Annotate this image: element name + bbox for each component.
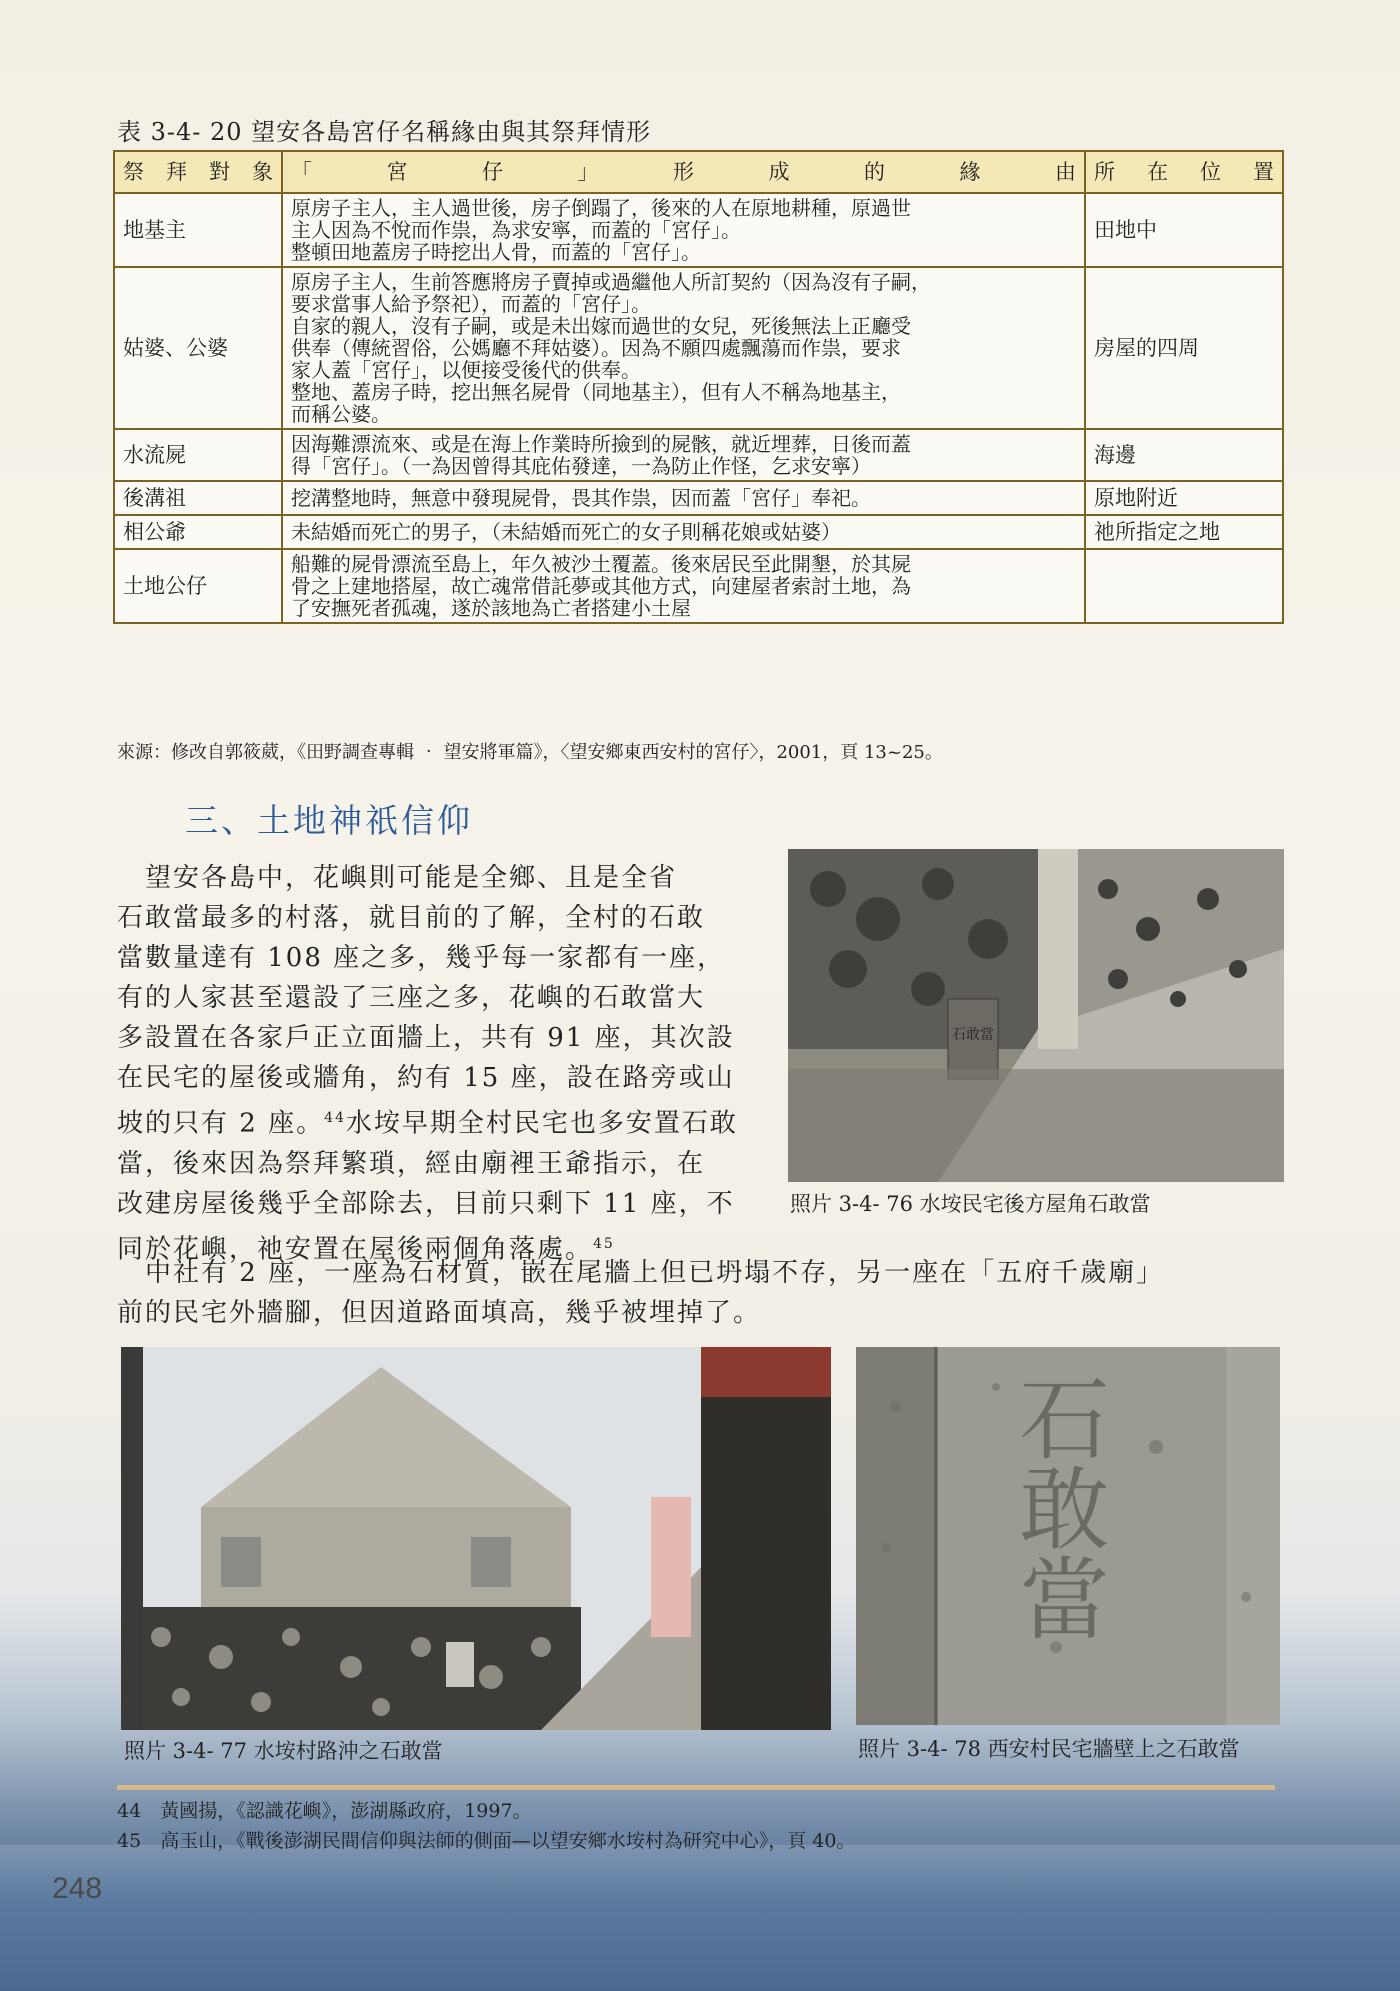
- page-number: 248: [52, 1872, 103, 1905]
- table-source: 來源：修改自郭筱葳，《田野調查專輯 ‧ 望安將軍篇》，〈望安鄉東西安村的宮仔〉，2001，頁 13~25。: [117, 742, 943, 763]
- footnote-divider: [117, 1785, 1275, 1790]
- row-location: 田地中: [1085, 193, 1283, 267]
- row-reason: 原房子主人，生前答應將房子賣掉或過繼他人所訂契約（因為沒有子嗣， 要求當事人給予祭祀），而蓋的「宮仔」。 自家的親人，沒有子嗣，或是未出嫁而過世的女兒，死後無法上正廳受 供奉（傳統習俗，公媽廳不拜姑婆）。因為不願四處飄蕩而作祟，要求 家人蓋「宮仔」，以便接受後代的供奉。 整地、蓋房子時，挖出無名屍骨（同地基主），但有人不稱為地基主， 而稱公婆。: [282, 267, 1085, 429]
- footnote-44: 44 黃國揚，《認識花嶼》，澎湖縣政府，1997。: [117, 1800, 532, 1822]
- row-reason: 未結婚而死亡的男子，（未結婚而死亡的女子則稱花娘或姑婆）: [282, 515, 1085, 549]
- footnote-45: 45 高玉山，《戰後澎湖民間信仰與法師的側面—以望安鄉水垵村為研究中心》，頁 40。: [117, 1830, 856, 1852]
- header-location: 所 在 位 置: [1085, 151, 1283, 193]
- row-target: 姑婆、公婆: [114, 267, 282, 429]
- row-location: 原地附近: [1085, 481, 1283, 515]
- table-row: [114, 515, 1283, 549]
- table-header-row: [114, 151, 1283, 193]
- row-location: 海邊: [1085, 429, 1283, 481]
- table-row: [114, 267, 1283, 429]
- row-target: 相公爺: [114, 515, 282, 549]
- footnote-ref-45[interactable]: 45: [593, 1235, 615, 1252]
- section-title: 三、土地神祇信仰: [185, 801, 473, 840]
- row-reason: 因海難漂流來、或是在海上作業時所撿到的屍骸，就近埋葬，日後而蓋 得「宮仔」。（一為因曾得其庇佑發達，一為防止作怪，乞求安寧）: [282, 429, 1085, 481]
- row-reason: 船難的屍骨漂流至島上，年久被沙土覆蓋。後來居民至此開墾，於其屍 骨之上建地搭屋，故亡魂常借託夢或其他方式，向建屋者索討土地，為 了安撫死者孤魂，遂於該地為亡者搭建小土屋: [282, 549, 1085, 623]
- row-target: 後溝祖: [114, 481, 282, 515]
- sea-background: [0, 1845, 1400, 1991]
- row-reason: 挖溝整地時，無意中發現屍骨，畏其作祟，因而蓋「宮仔」奉祀。: [282, 481, 1085, 515]
- row-target: 地基主: [114, 193, 282, 267]
- photo-3-4-76: [788, 849, 1284, 1182]
- photo-3-4-77: [121, 1347, 831, 1730]
- photo-76-caption: 照片 3-4- 76 水垵民宅後方屋角石敢當: [790, 1192, 1151, 1216]
- row-reason: 原房子主人，主人過世後，房子倒蹋了，後來的人在原地耕種，原過世 主人因為不悅而作祟，為求安寧，而蓋的「宮仔」。 整頓田地蓋房子時挖出人骨，而蓋的「宮仔」。: [282, 193, 1085, 267]
- shrine-table: [113, 150, 1284, 624]
- row-location: [1085, 549, 1283, 623]
- table-row: [114, 193, 1283, 267]
- footnote-ref-44[interactable]: 44: [324, 1110, 346, 1126]
- carved-inscription: 石敢當: [1003, 1372, 1109, 1642]
- table-caption: 表 3-4- 20 望安各島宮仔名稱緣由與其祭拜情形: [117, 118, 652, 146]
- body-paragraph-2: 中社有 2 座，一座為石材質，嵌在尾牆上但已坍塌不存，另一座在「五府千歲廟」 前的民宅外牆腳，但因道路面填高，幾乎被埋掉了。: [117, 1258, 1165, 1328]
- photo-3-4-78: [856, 1347, 1280, 1725]
- table-row: [114, 429, 1283, 481]
- photo-78-caption: 照片 3-4- 78 西安村民宅牆壁上之石敢當: [858, 1737, 1240, 1761]
- table-row: [114, 549, 1283, 623]
- table-row: [114, 481, 1283, 515]
- header-target: 祭 拜 對 象: [114, 151, 282, 193]
- row-location: 房屋的四周: [1085, 267, 1283, 429]
- stone-tablet-text: 石敢當: [952, 1027, 994, 1043]
- row-target: 水流屍: [114, 429, 282, 481]
- row-target: 土地公仔: [114, 549, 282, 623]
- photo-77-caption: 照片 3-4- 77 水垵村路沖之石敢當: [124, 1739, 443, 1763]
- header-reason: 「 宮 仔 」 形 成 的 緣 由: [282, 151, 1085, 193]
- row-location: 祂所指定之地: [1085, 515, 1283, 549]
- body-paragraph-1: 望安各島中，花嶼則可能是全鄉、且是全省 石敢當最多的村落，就目前的了解，全村的石敢 當數量達有 108 座之多，幾乎每一家都有一座， 有的人家甚至還設了三座之多，花嶼的石敢當大 多設置在各家戶正立面牆上，共有 91 座，其次設 在民宅的屋後或牆角，約有 15 座，設在路旁或山 坡的只有 2 座。$^{44}$水垵早期全村民宅也多安置石敢 當，後來因為祭拜繁瑣，經由廟裡王爺指示，在 改建房屋後幾乎全部除去，目前只剩下 11 座，不 同於花嶼，祂安置在屋後兩個角落處。$^{45}$: [117, 863, 738, 1265]
